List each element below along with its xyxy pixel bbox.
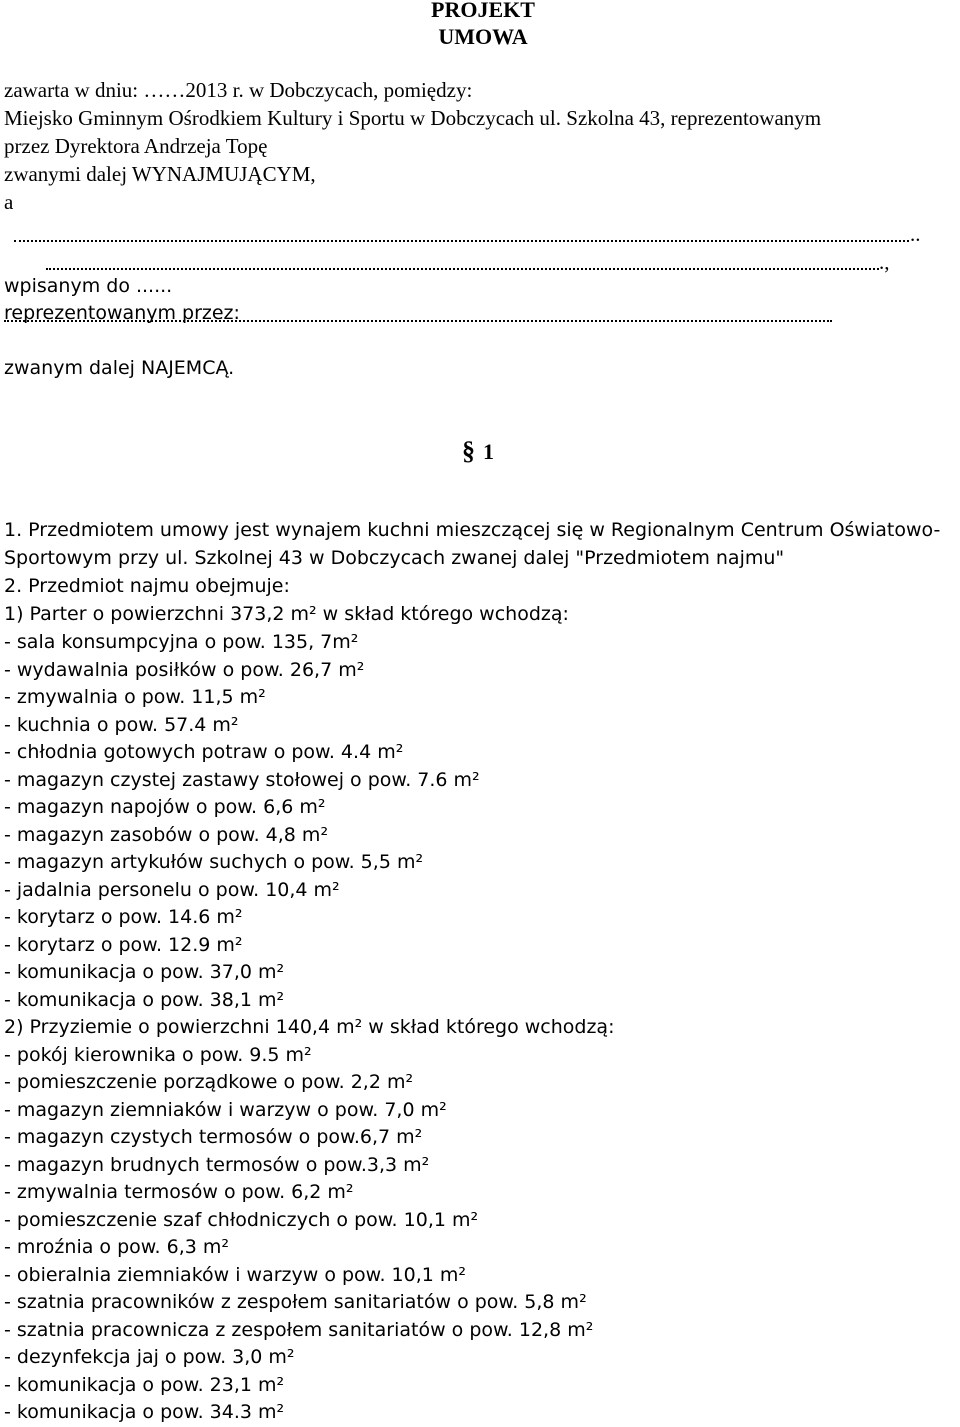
list-item: - magazyn czystej zastawy stołowej o pow. 7.6 m² <box>4 769 480 791</box>
registration-line: wpisanym do ...... <box>4 275 173 297</box>
list-item: - szatnia pracownicza z zespołem sanitariatów o pow. 12,8 m² <box>4 1319 594 1341</box>
list-item: - magazyn artykułów suchych o pow. 5,5 m² <box>4 851 424 873</box>
list-item: - jadalnia personelu o pow. 10,4 m² <box>4 879 340 901</box>
representation-line: reprezentowanym przez: <box>4 302 240 324</box>
section-heading <box>462 437 494 466</box>
ground-floor-heading: 1) Parter o powierzchni 373,2 m² w skład którego wchodzą: <box>4 603 569 625</box>
list-item: - pokój kierownika o pow. 9.5 m² <box>4 1044 312 1066</box>
list-item: - obieralnia ziemniaków i warzyw o pow. 10,1 m² <box>4 1264 467 1286</box>
list-item: - pomieszczenie porządkowe o pow. 2,2 m² <box>4 1071 414 1093</box>
and-connector: a <box>4 190 14 214</box>
list-item: - sala konsumpcyjna o pow. 135, 7m² <box>4 631 359 653</box>
tenant-name-blank <box>14 240 909 242</box>
lessor-line-3: zwanymi dalej WYNAJMUJĄCYM, <box>4 162 316 186</box>
list-item: - magazyn czystych termosów o pow.6,7 m² <box>4 1126 423 1148</box>
list-item: - szatnia pracowników z zespołem sanitariatów o pow. 5,8 m² <box>4 1291 587 1313</box>
document-header-project: PROJEKT <box>431 0 535 22</box>
list-item: - dezynfekcja jaj o pow. 3,0 m² <box>4 1346 295 1368</box>
tenant-name-blank-tail: .. <box>910 222 921 246</box>
lessor-line-2: przez Dyrektora Andrzeja Topę <box>4 134 268 158</box>
list-item: - magazyn brudnych termosów o pow.3,3 m² <box>4 1154 430 1176</box>
list-item: - magazyn zasobów o pow. 4,8 m² <box>4 824 329 846</box>
list-item: - zmywalnia o pow. 11,5 m² <box>4 686 266 708</box>
list-item: - mroźnia o pow. 6,3 m² <box>4 1236 230 1258</box>
tenant-address-blank <box>46 268 879 270</box>
paragraph-2: 2. Przedmiot najmu obejmuje: <box>4 575 290 597</box>
lessor-line-1: Miejsko Gminnym Ośrodkiem Kultury i Sportu w Dobczycach ul. Szkolna 43, reprezentowanym <box>4 106 822 130</box>
list-item: - komunikacja o pow. 34.3 m² <box>4 1401 285 1423</box>
basement-heading: 2) Przyziemie o powierzchni 140,4 m² w skład którego wchodzą: <box>4 1016 615 1038</box>
list-item: - korytarz o pow. 12.9 m² <box>4 934 243 956</box>
list-item: - magazyn ziemniaków i warzyw o pow. 7,0 m² <box>4 1099 447 1121</box>
list-item: - korytarz o pow. 14.6 m² <box>4 906 243 928</box>
list-item: - kuchnia o pow. 57.4 m² <box>4 714 239 736</box>
section-number: 1 <box>483 439 494 464</box>
tenant-address-blank-tail: ., <box>879 250 890 274</box>
representative-blank <box>4 320 832 322</box>
tenant-designation: zwanym dalej NAJEMCĄ. <box>4 357 235 379</box>
document-header-agreement: UMOWA <box>438 24 528 49</box>
paragraph-1-line-1: 1. Przedmiotem umowy jest wynajem kuchni mieszczącej się w Regionalnym Centrum Oświatowo- <box>4 519 941 541</box>
section-symbol: § <box>462 436 475 465</box>
list-item: - zmywalnia termosów o pow. 6,2 m² <box>4 1181 354 1203</box>
paragraph-1-line-2: Sportowym przy ul. Szkolnej 43 w Dobczycach zwanej dalej "Przedmiotem najmu" <box>4 547 785 569</box>
list-item: - komunikacja o pow. 37,0 m² <box>4 961 285 983</box>
list-item: - wydawalnia posiłków o pow. 26,7 m² <box>4 659 365 681</box>
list-item: - chłodnia gotowych potraw o pow. 4.4 m² <box>4 741 404 763</box>
list-item: - komunikacja o pow. 38,1 m² <box>4 989 285 1011</box>
list-item: - komunikacja o pow. 23,1 m² <box>4 1374 285 1396</box>
agreement-date-line: zawarta w dniu: ……2013 r. w Dobczycach, pomiędzy: <box>4 78 473 102</box>
list-item: - pomieszczenie szaf chłodniczych o pow. 10,1 m² <box>4 1209 479 1231</box>
list-item: - magazyn napojów o pow. 6,6 m² <box>4 796 326 818</box>
